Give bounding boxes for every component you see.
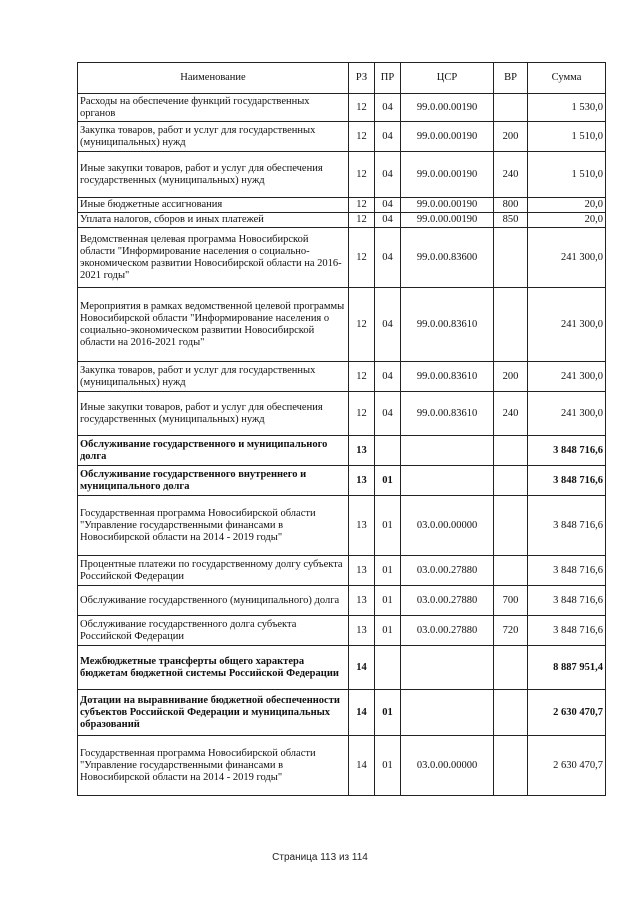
header-rz: РЗ [349, 63, 375, 94]
cell-sum: 2 630 470,7 [528, 736, 606, 796]
cell-pr: 01 [375, 466, 401, 496]
cell-rz: 12 [349, 122, 375, 152]
cell-vr: 850 [494, 213, 528, 228]
cell-vr: 200 [494, 122, 528, 152]
cell-pr: 01 [375, 616, 401, 646]
cell-csr: 99.0.00.00190 [401, 122, 494, 152]
cell-csr: 99.0.00.83600 [401, 228, 494, 288]
table-row [78, 586, 606, 616]
table-row [78, 288, 606, 362]
cell-name: Закупка товаров, работ и услуг для государственных (муниципальных) нужд [78, 122, 349, 152]
cell-csr: 03.0.00.27880 [401, 586, 494, 616]
table-row [78, 436, 606, 466]
cell-pr: 04 [375, 152, 401, 198]
cell-sum: 3 848 716,6 [528, 616, 606, 646]
header-pr: ПР [375, 63, 401, 94]
table-row [78, 362, 606, 392]
cell-name: Обслуживание государственного внутреннего и муниципального долга [78, 466, 349, 496]
cell-name: Уплата налогов, сборов и иных платежей [78, 213, 349, 228]
table-row [78, 736, 606, 796]
cell-rz: 13 [349, 466, 375, 496]
page-number: Страница 113 из 114 [272, 852, 368, 863]
cell-vr [494, 436, 528, 466]
cell-name: Государственная программа Новосибирской области "Управление государственными финансами в Новосибирской области на 2014 - 2019 годы" [78, 496, 349, 556]
cell-name: Иные закупки товаров, работ и услуг для обеспечения государственных (муниципальных) нужд [78, 152, 349, 198]
cell-rz: 12 [349, 213, 375, 228]
cell-csr [401, 436, 494, 466]
cell-csr: 99.0.00.83610 [401, 288, 494, 362]
cell-sum: 1 530,0 [528, 94, 606, 122]
cell-pr: 01 [375, 586, 401, 616]
cell-csr: 99.0.00.83610 [401, 392, 494, 436]
cell-csr [401, 466, 494, 496]
table-row [78, 198, 606, 213]
table-row [78, 616, 606, 646]
table-row [78, 94, 606, 122]
header-vr: ВР [494, 63, 528, 94]
cell-sum: 3 848 716,6 [528, 496, 606, 556]
cell-name: Закупка товаров, работ и услуг для государственных (муниципальных) нужд [78, 362, 349, 392]
cell-sum: 241 300,0 [528, 228, 606, 288]
cell-csr [401, 646, 494, 690]
cell-vr [494, 94, 528, 122]
cell-csr: 03.0.00.00000 [401, 496, 494, 556]
table-row [78, 228, 606, 288]
cell-vr: 240 [494, 152, 528, 198]
cell-rz: 12 [349, 152, 375, 198]
cell-rz: 12 [349, 392, 375, 436]
cell-rz: 14 [349, 690, 375, 736]
cell-pr: 04 [375, 213, 401, 228]
cell-vr: 240 [494, 392, 528, 436]
cell-name: Обслуживание государственного долга субъекта Российской Федерации [78, 616, 349, 646]
cell-vr: 800 [494, 198, 528, 213]
cell-pr: 01 [375, 496, 401, 556]
cell-sum: 3 848 716,6 [528, 586, 606, 616]
cell-name: Мероприятия в рамках ведомственной целевой программы Новосибирской области "Информирование населения о социально-экономическом развитии Новосибирской области на 2016-2021 годы" [78, 288, 349, 362]
cell-rz: 14 [349, 646, 375, 690]
cell-csr: 03.0.00.27880 [401, 556, 494, 586]
cell-rz: 13 [349, 556, 375, 586]
cell-name: Обслуживание государственного (муниципального) долга [78, 586, 349, 616]
cell-rz: 13 [349, 496, 375, 556]
cell-pr: 01 [375, 690, 401, 736]
cell-pr: 04 [375, 392, 401, 436]
header-name: Наименование [78, 63, 349, 94]
cell-vr [494, 228, 528, 288]
cell-pr: 04 [375, 94, 401, 122]
cell-sum: 1 510,0 [528, 152, 606, 198]
cell-name: Дотации на выравнивание бюджетной обеспеченности субъектов Российской Федерации и муниципальных образований [78, 690, 349, 736]
cell-rz: 12 [349, 362, 375, 392]
header-csr: ЦСР [401, 63, 494, 94]
cell-csr: 99.0.00.00190 [401, 152, 494, 198]
cell-csr: 99.0.00.00190 [401, 198, 494, 213]
cell-sum: 20,0 [528, 198, 606, 213]
cell-pr: 01 [375, 736, 401, 796]
cell-vr: 200 [494, 362, 528, 392]
cell-sum: 1 510,0 [528, 122, 606, 152]
cell-rz: 14 [349, 736, 375, 796]
cell-pr: 04 [375, 228, 401, 288]
cell-pr: 01 [375, 556, 401, 586]
cell-sum: 241 300,0 [528, 288, 606, 362]
table-row [78, 213, 606, 228]
cell-csr: 99.0.00.00190 [401, 94, 494, 122]
cell-pr: 04 [375, 122, 401, 152]
cell-name: Расходы на обеспечение функций государственных органов [78, 94, 349, 122]
cell-sum: 20,0 [528, 213, 606, 228]
cell-csr: 99.0.00.00190 [401, 213, 494, 228]
cell-sum: 8 887 951,4 [528, 646, 606, 690]
cell-rz: 12 [349, 198, 375, 213]
header-sum: Сумма [528, 63, 606, 94]
cell-name: Иные закупки товаров, работ и услуг для обеспечения государственных (муниципальных) нужд [78, 392, 349, 436]
cell-pr [375, 646, 401, 690]
cell-sum: 3 848 716,6 [528, 436, 606, 466]
cell-pr: 04 [375, 362, 401, 392]
cell-pr: 04 [375, 198, 401, 213]
cell-vr: 720 [494, 616, 528, 646]
cell-vr [494, 690, 528, 736]
cell-vr [494, 736, 528, 796]
cell-vr [494, 646, 528, 690]
table-row [78, 496, 606, 556]
cell-name: Иные бюджетные ассигнования [78, 198, 349, 213]
cell-sum: 3 848 716,6 [528, 466, 606, 496]
cell-csr: 99.0.00.83610 [401, 362, 494, 392]
cell-rz: 13 [349, 616, 375, 646]
cell-sum: 2 630 470,7 [528, 690, 606, 736]
cell-rz: 12 [349, 228, 375, 288]
cell-sum: 241 300,0 [528, 392, 606, 436]
cell-rz: 12 [349, 288, 375, 362]
table-row [78, 466, 606, 496]
cell-csr: 03.0.00.27880 [401, 616, 494, 646]
cell-name: Обслуживание государственного и муниципального долга [78, 436, 349, 466]
cell-rz: 12 [349, 94, 375, 122]
cell-csr: 03.0.00.00000 [401, 736, 494, 796]
table-header-row [78, 63, 606, 94]
table-row [78, 690, 606, 736]
cell-name: Процентные платежи по государственному долгу субъекта Российской Федерации [78, 556, 349, 586]
cell-vr [494, 496, 528, 556]
cell-vr [494, 466, 528, 496]
cell-vr [494, 556, 528, 586]
table-row [78, 556, 606, 586]
cell-rz: 13 [349, 586, 375, 616]
table-row [78, 646, 606, 690]
cell-csr [401, 690, 494, 736]
cell-sum: 3 848 716,6 [528, 556, 606, 586]
cell-vr: 700 [494, 586, 528, 616]
table-body [78, 94, 606, 796]
cell-pr [375, 436, 401, 466]
table-row [78, 392, 606, 436]
cell-name: Межбюджетные трансферты общего характера бюджетам бюджетной системы Российской Федерации [78, 646, 349, 690]
budget-table [77, 62, 606, 796]
cell-name: Государственная программа Новосибирской области "Управление государственными финансами в Новосибирской области на 2014 - 2019 годы" [78, 736, 349, 796]
cell-vr [494, 288, 528, 362]
cell-sum: 241 300,0 [528, 362, 606, 392]
table-row [78, 152, 606, 198]
cell-name: Ведомственная целевая программа Новосибирской области "Информирование населения о социально-экономическом развитии Новосибирской области на 2016-2021 годы" [78, 228, 349, 288]
cell-pr: 04 [375, 288, 401, 362]
cell-rz: 13 [349, 436, 375, 466]
table-row [78, 122, 606, 152]
